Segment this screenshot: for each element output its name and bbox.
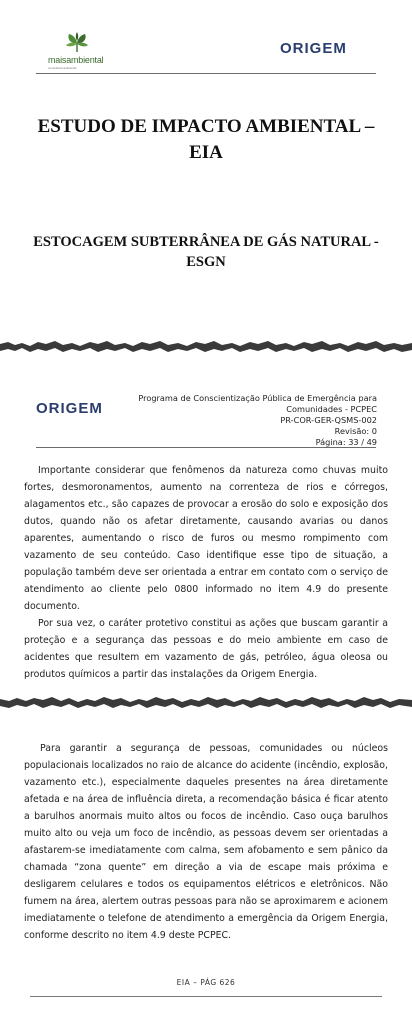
document-title: ESTUDO DE IMPACTO AMBIENTAL – EIA <box>37 116 375 163</box>
program-title-line2: Comunidades - PCPEC <box>286 404 377 414</box>
paragraph-safety-guidance: Para garantir a segurança de pessoas, comunidades ou núcleos populacionais localizados no raio de alcance do acidente (incêndio, explosão, vazamento etc.), especialmente daqueles presentes na área diretamente afetada e na área de influência direta, a recomendação básica é ficar atento a barulhos anormais muito altos ou focos de incêndio. Caso ouça barulhos muito alto ou veja um foco de incêndio, as pessoas devem ser orientadas a afastarem-se imediatamente com calma, sem afobamento e sem pânico da chamada “zona quente” em direção a via de escape mais próxima e desligarem celulares e todos os equipamentos elétricos e eletrônicos. Não fumem na área, alertem outras pessoas para não se aproximarem e acionem imediatamente o telefone de atendimento a emergência da Origem Energia, conforme descrito no item 4.9 deste PCPEC. <box>24 743 388 941</box>
document-code: PR-COR-GER-QSMS-002 <box>280 415 377 425</box>
footer-divider <box>30 996 382 997</box>
header-divider-middle <box>36 447 376 448</box>
leaf-logo-icon <box>64 32 90 54</box>
paragraph-natural-phenomena: Importante considerar que fenômenos da natureza como chuvas muito fortes, desmoronamentos, aumento na correnteza de rios e córregos, alagamentos etc., são capazes de provocar a erosão do solo e exposição dos dutos, quando não os afetar diretamente, causando avarias ou danos aparentes, aumentando o risco de furos ou mesmo rompimento com vazamento de seu conteúdo. Caso identifique esse tipo de situação, a população também deve ser orientada a entrar em contato com o serviço de atendimento ao cliente pelo 0800 informado no item 4.9 do presente documento. <box>24 465 388 612</box>
paragraph-protective-character: Por sua vez, o caráter protetivo constitui as ações que buscam garantir a proteção e a segurança das pessoas e do meio ambiente em caso de acidentes que resultem em vazamento de gás, petróleo, água oleosa ou produtos químicos a partir das instalações da Origem Energia. <box>24 618 388 680</box>
page-number: Página: 33 / 49 <box>315 437 377 447</box>
torn-edge-divider-2 <box>0 686 412 716</box>
maisambiental-logo-subtext: consultoria ambiental <box>48 66 77 70</box>
maisambiental-logo <box>48 30 118 70</box>
origem-logo-middle: ORIGEM <box>36 400 103 417</box>
document-subtitle: ESTOCAGEM SUBTERRÂNEA DE GÁS NATURAL - ESGN <box>33 234 379 270</box>
document-header-info <box>127 393 377 448</box>
torn-edge-divider <box>0 330 412 360</box>
program-title-line1: Programa de Conscientização Pública de Emergência para <box>138 393 377 403</box>
maisambiental-logo-text: maisambiental <box>48 55 104 65</box>
revision-number: Revisão: 0 <box>334 426 377 436</box>
origem-logo-top: ORIGEM <box>280 40 347 57</box>
header-divider-top <box>36 73 376 74</box>
page-footer: EIA – PÁG 626 <box>176 978 236 987</box>
